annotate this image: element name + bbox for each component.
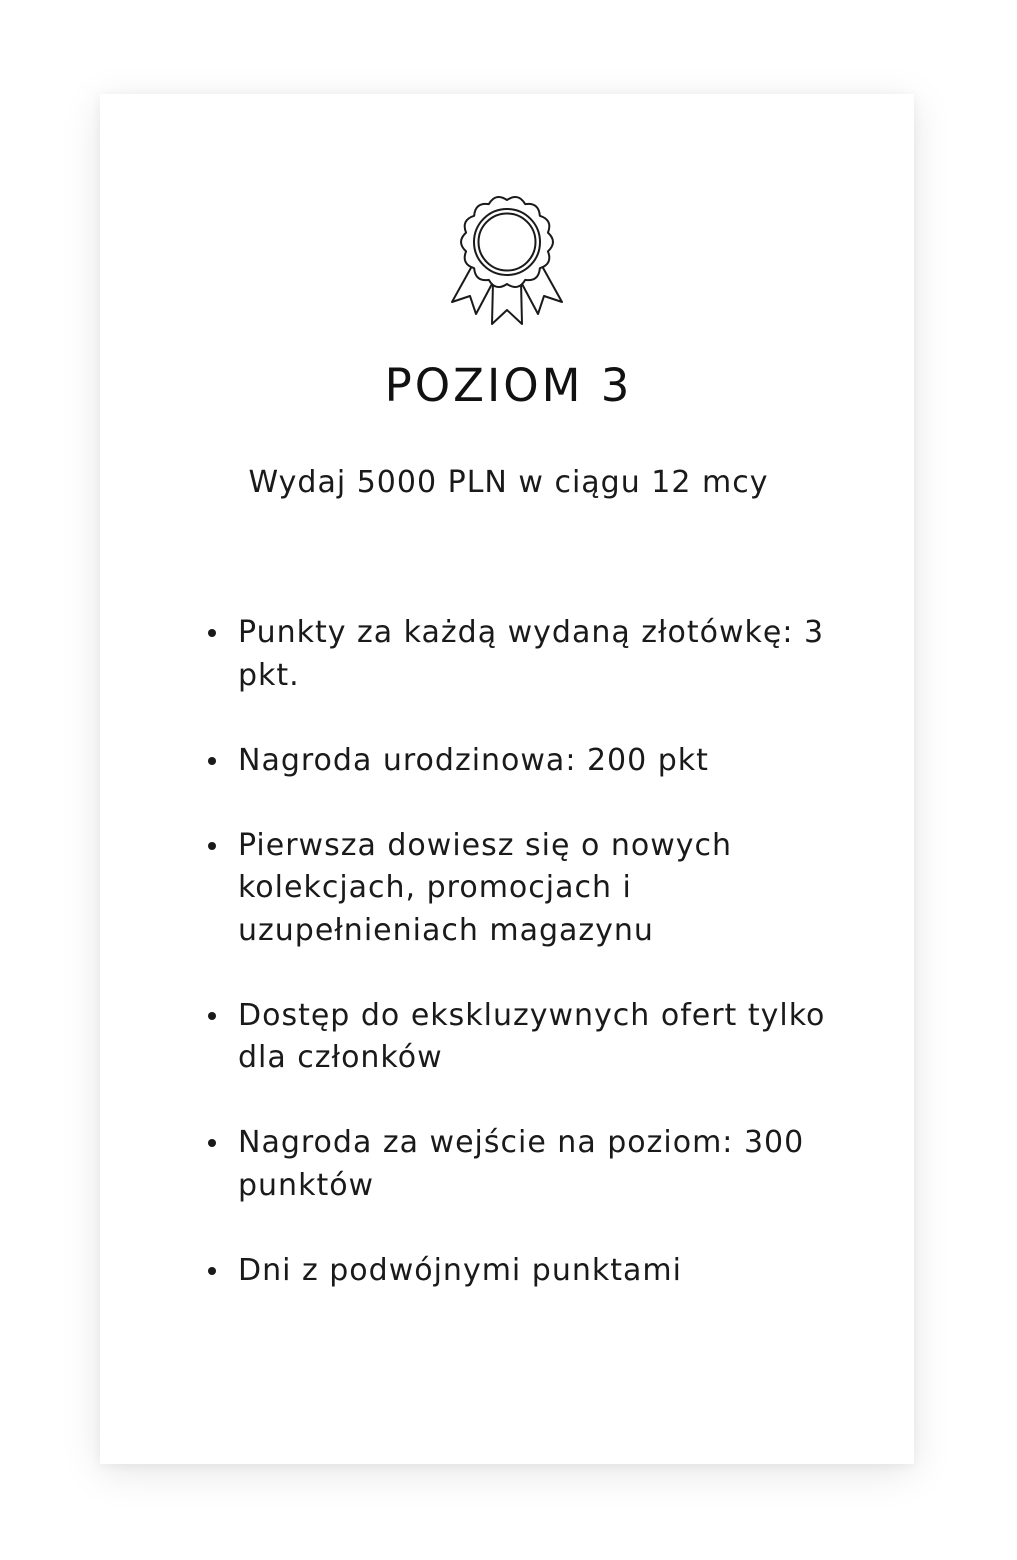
- bullet-icon: [208, 1012, 216, 1020]
- tier-requirement: Wydaj 5000 PLN w ciągu 12 mcy: [248, 465, 769, 500]
- benefit-item: [208, 740, 828, 783]
- benefit-text: Nagroda urodzinowa: 200 pkt: [238, 742, 709, 778]
- benefit-item: [208, 825, 828, 953]
- award-ribbon-icon: [450, 192, 564, 336]
- tier-title: POZIOM 3: [384, 359, 633, 412]
- benefit-item: [208, 612, 828, 697]
- benefit-text: Dni z podwójnymi punktami: [238, 1252, 682, 1288]
- benefit-text: Punkty za każdą wydaną złotówkę: 3 pkt.: [238, 615, 825, 693]
- bullet-icon: [208, 629, 216, 637]
- bullet-icon: [208, 842, 216, 850]
- bullet-icon: [208, 1139, 216, 1147]
- bullet-icon: [208, 1267, 216, 1275]
- benefit-item: [208, 995, 828, 1080]
- bullet-icon: [208, 757, 216, 765]
- benefit-text: Dostęp do ekskluzywnych ofert tylko dla członków: [238, 997, 826, 1075]
- benefit-item: [208, 1122, 828, 1207]
- benefit-item: [208, 1250, 828, 1293]
- benefits-list: [208, 612, 828, 1335]
- benefit-text: Pierwsza dowiesz się o nowych kolekcjach, promocjach i uzupełnieniach magazynu: [238, 827, 733, 948]
- benefit-text: Nagroda za wejście na poziom: 300 punktów: [238, 1125, 805, 1203]
